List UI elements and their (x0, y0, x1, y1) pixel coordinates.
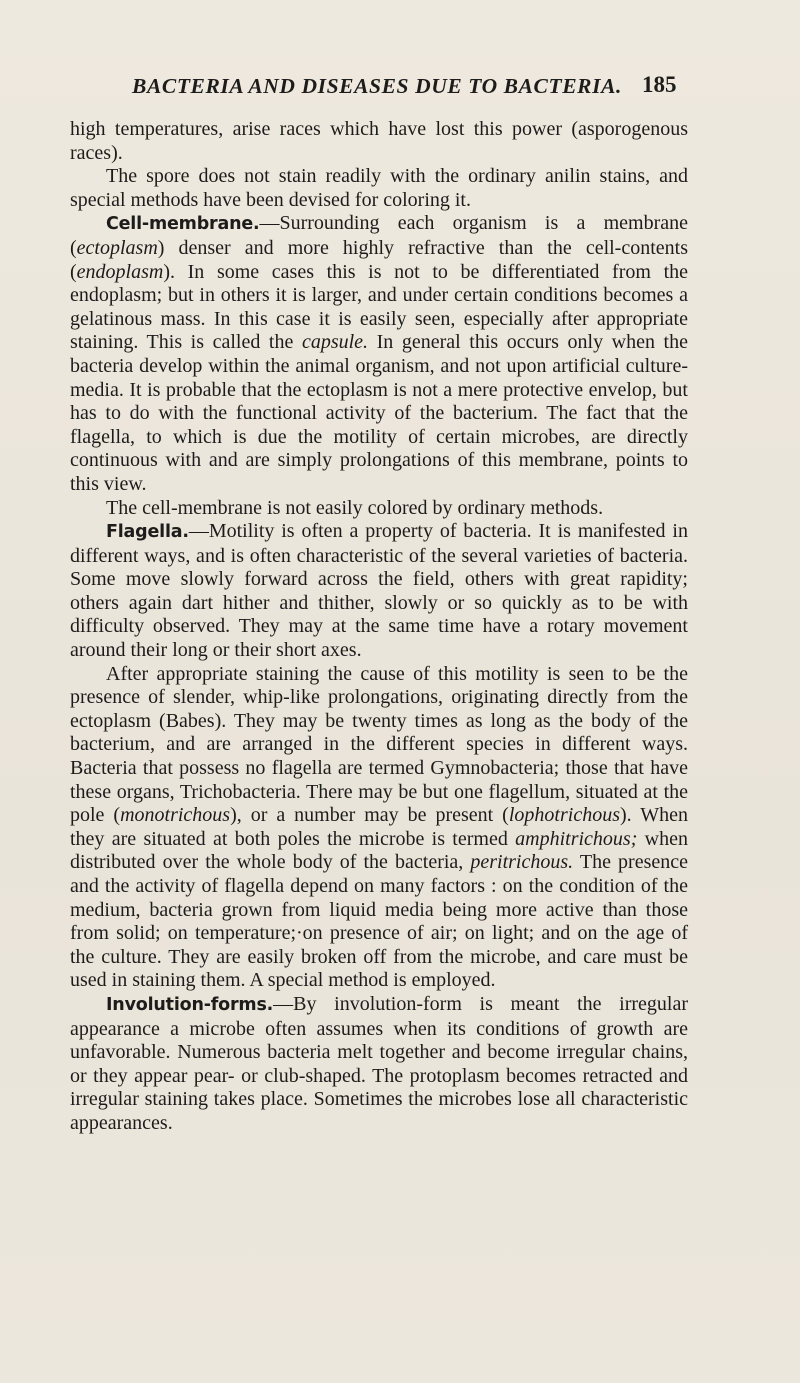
text-run: when distributed over the whole body of the bacteria, (70, 827, 689, 874)
italic-term: ectoplasm (76, 236, 158, 259)
body-text (70, 118, 688, 1136)
text-run: ). In some cases this is not to be differentiated from the endoplasm; but in others it is larger, and under certain conditions becomes a gelatinous mass. In this case it is easily seen, especially after appropriate staining. This is called the (70, 260, 688, 354)
paragraph-flagella (70, 520, 688, 663)
italic-term: monotrichous (120, 804, 231, 827)
paragraph-involution-forms (70, 993, 688, 1136)
paragraph-cell-membrane (70, 212, 688, 496)
italic-term: endoplasm (76, 260, 164, 283)
text-run: The presence and the activity of flagella depend on many factors : on the condition of the medium, bacteria grown from liquid media being more active than those from solid; on temperature;·on presence of air; on light; and on the age of the culture. They are easily broken off from the microbe, and care must be used in staining them. A special method is employed. (70, 851, 688, 992)
italic-term: lophotrichous (508, 804, 620, 827)
section-heading: Cell-membrane. (106, 214, 260, 235)
paragraph-4 (70, 497, 688, 521)
text-run: The spore does not stain readily with the ordinary anilin stains, and special methods have been devised for coloring it. (70, 165, 688, 211)
section-heading: Involution-forms. (106, 994, 274, 1015)
paragraph-6 (70, 663, 688, 993)
italic-term: amphitrichous; (515, 827, 638, 850)
italic-term: capsule. (301, 331, 369, 354)
page-number: 185 (642, 72, 677, 97)
page-header (0, 70, 800, 110)
text-run: The cell-membrane is not easily colored by ordinary methods. (106, 496, 604, 519)
text-run: ), or a number may be present ( (230, 804, 509, 827)
text-run: ). When they are situated at both poles the microbe is termed (70, 804, 689, 850)
text-run: In general this occurs only when the bacteria develop within the animal organism, and not upon artificial culture-media. It is probable that the ectoplasm is not a mere protective envelop, but has to do with the functional activity of the bacterium. The fact that the flagella, to which is due the motility of certain microbes, are directly continuous with and are simply prolongations of this membrane, points to this view. (70, 331, 688, 495)
paragraph-1 (70, 118, 688, 165)
running-head: BACTERIA AND DISEASES DUE TO BACTERIA. (132, 74, 622, 98)
text-run: —Motility is often a property of bacteria. It is manifested in different ways, and is often characteristic of the several varieties of bacteria. Some move slowly forward across the field, others with great rapidity; others again dart hither and thither, slowly or so quickly as to be with difficulty observed. They may at the same time have a rotary movement around their long or their short axes. (70, 520, 688, 662)
section-heading: Flagella. (106, 522, 189, 543)
italic-term: peritrichous. (470, 851, 574, 874)
text-run: ) denser and more highly refractive than the cell-contents ( (70, 236, 688, 283)
text-run: After appropriate staining the cause of this motility is seen to be the presence of slender, whip-like prolongations, originating directly from the ectoplasm (Babes). They may be twenty times as long as the body of the bacterium, and are arranged in the different species in different ways. Bacteria that possess no flagella are termed Gymnobacteria; those that have these organs, Trichobacteria. There may be but one flagellum, situated at the pole ( (70, 662, 688, 827)
text-run: —Surrounding each organism is a membrane ( (70, 212, 688, 259)
text-run: high temperatures, arise races which have lost this power (asporogenous races). (70, 118, 688, 164)
paragraph-2 (70, 165, 688, 212)
text-run: —By involution-form is meant the irregular appearance a microbe often assumes when its conditions of growth are unfavorable. Numerous bacteria melt together and become irregular chains, or they appear pear- or club-shaped. The protoplasm becomes retracted and irregular staining takes place. Sometimes the microbes lose all characteristic appearances. (70, 992, 688, 1134)
